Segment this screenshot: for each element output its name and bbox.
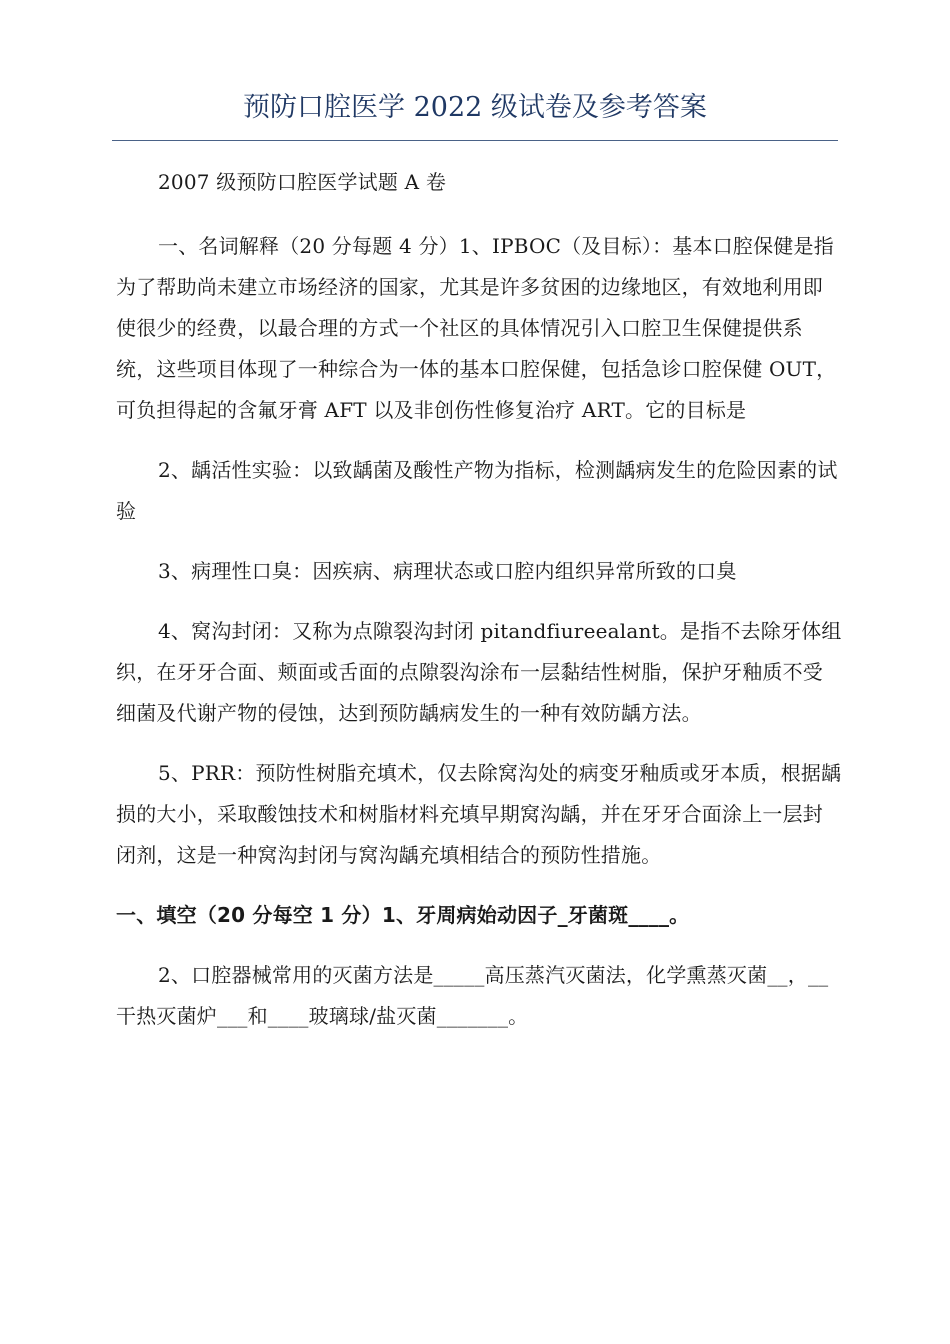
fill-blank-item-2-part-b: _____ [433,963,485,987]
fill-blank-item-2 [116,955,842,1037]
definition-pit-fissure-sealant: 4、窝沟封闭：又称为点隙裂沟封闭 pitandfiureealant。是指不去除牙体组织，在牙牙合面、颊面或舌面的点隙裂沟涂布一层黏结性树脂，保护牙釉质不受细菌及代谢产物的侵蚀，达到预防龋病发生的一种有效防龋方法。 [116,619,842,725]
fill-blank-item-2-part-c: 高压蒸汽灭菌法，化学熏蒸灭菌 [484,963,768,987]
fill-blank-heading-prefix: 一、填空（20 分每空 1 分）1、牙周病始动因子 [116,903,558,927]
fill-blank-heading-answer: _牙菌斑____ [557,903,670,927]
exam-subtitle: 2007 级预防口腔医学试题 A 卷 [158,170,447,194]
fill-blank-item-2-part-a: 2、口腔器械常用的灭菌方法是 [158,963,434,987]
title-divider [112,140,838,141]
document-body [116,162,842,1056]
definition-ipboc: 一、名词解释（20 分每题 4 分）1、IPBOC（及目标）：基本口腔保健是指为了帮助尚未建立市场经济的国家，尤其是许多贫困的边缘地区，有效地利用即使很少的经费，以最合理的方式一个社区的具体情况引入口腔卫生保健提供系统，这些项目体现了一种综合为一体的基本口腔保健，包括急诊口腔保健 OUT，可负担得起的含氟牙膏 AFT 以及非创伤性修复治疗 ART。它的目标是 [116,234,837,422]
fill-blank-heading [116,895,842,936]
document-title: 预防口腔医学 2022 级试卷及参考答案 [243,92,707,123]
fill-blank-item-2-part-d: __，__干热灭菌炉___和____玻璃球/盐灭菌_______。 [116,963,829,1028]
fill-blank-heading-suffix: 。 [669,903,690,927]
definition-caries-activity-test: 2、龋活性实验：以致龋菌及酸性产物为指标，检测龋病发生的危险因素的试验 [116,458,838,523]
definition-prr: 5、PRR：预防性树脂充填术，仅去除窝沟处的病变牙釉质或牙本质，根据龋损的大小，采取酸蚀技术和树脂材料充填早期窝沟龋，并在牙牙合面涂上一层封闭剂，这是一种窝沟封闭与窝沟龋充填相结合的预防性措施。 [116,761,842,867]
definition-pathological-halitosis: 3、病理性口臭：因疾病、病理状态或口腔内组织异常所致的口臭 [158,559,737,583]
